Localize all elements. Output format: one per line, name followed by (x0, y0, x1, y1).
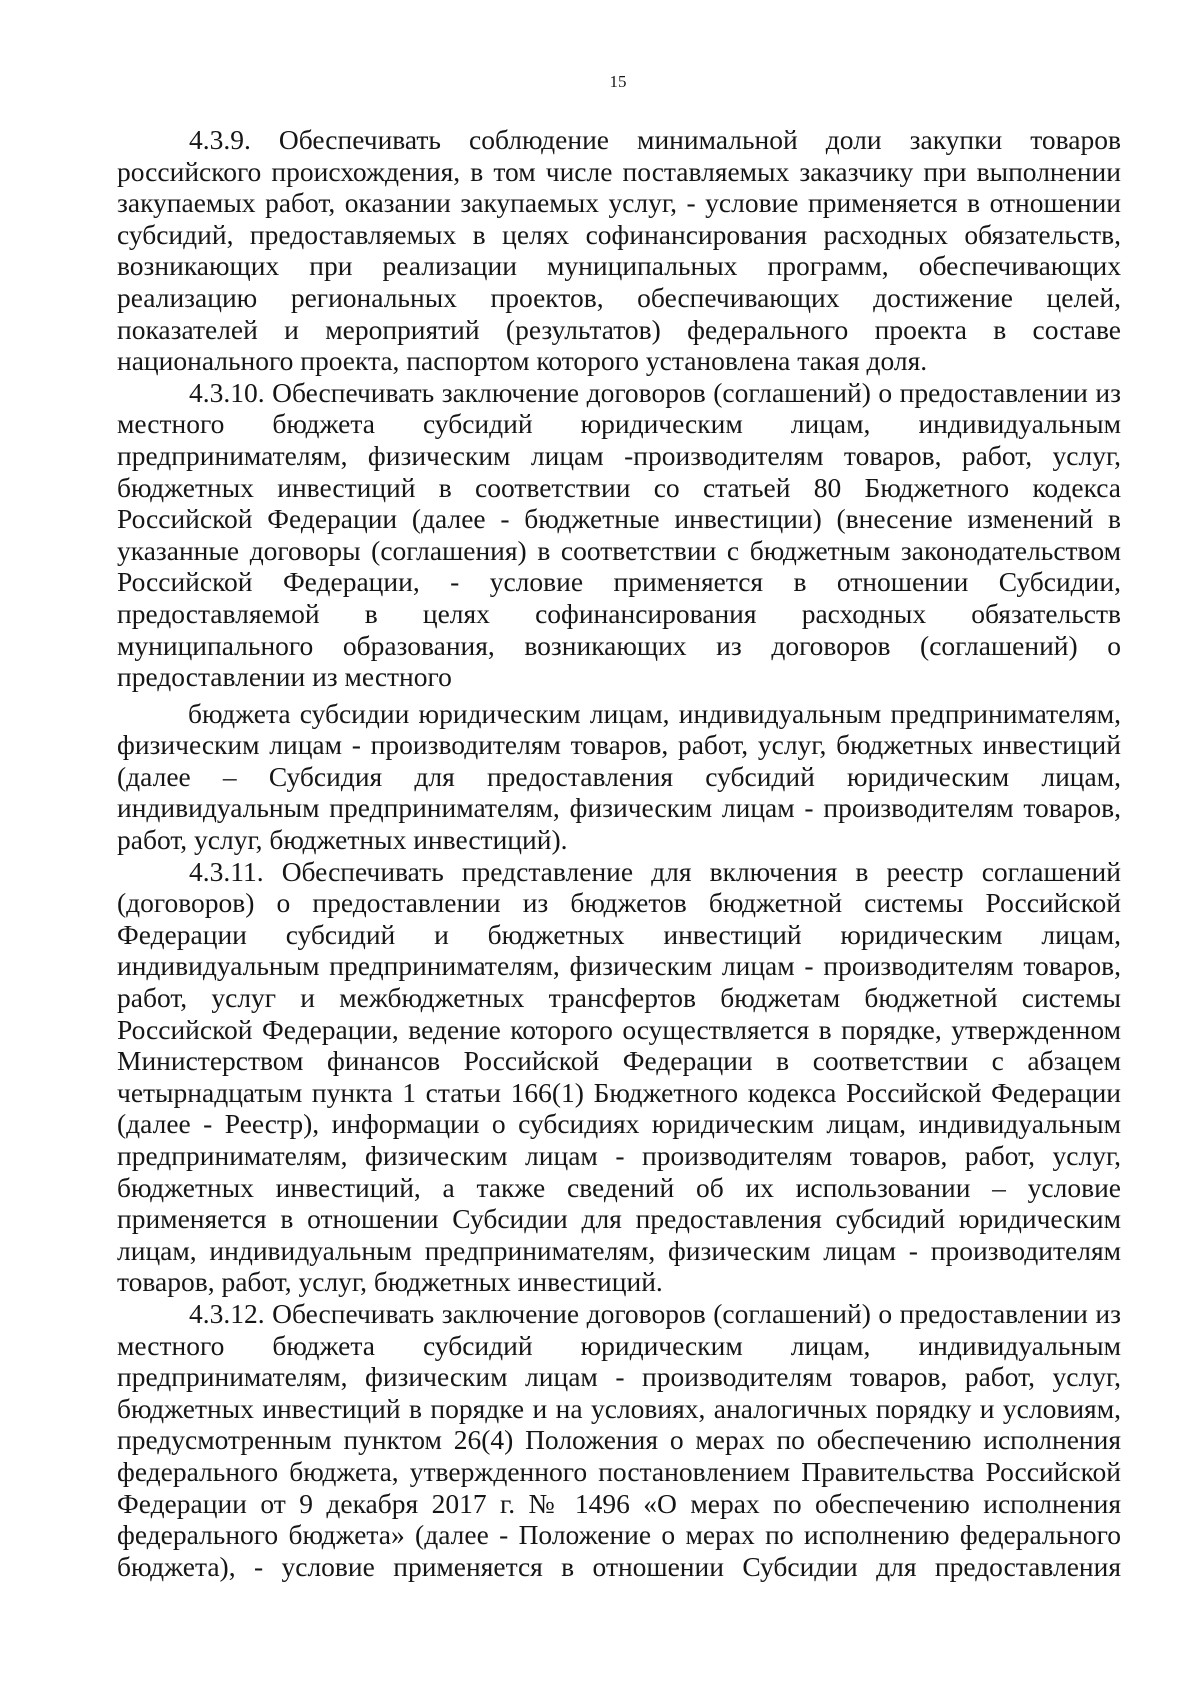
text-line: 4.3.12. Обеспечивать заключение договоров (соглашений) о предоставлении из (189, 1297, 1121, 1329)
text-line: субсидий, предоставляемых в целях софинансирования расходных обязательств, (117, 218, 1121, 250)
paragraph-4-3-10-continuation (117, 698, 1121, 856)
paragraph-4-3-12 (117, 1298, 1121, 1582)
text-line: 4.3.10. Обеспечивать заключение договоров (соглашений) о предоставлении из (189, 376, 1121, 408)
text-line: (договоров) о предоставлении из бюджетов бюджетной системы Российской (117, 887, 1121, 919)
text-line: предоставляемой в целях софинансирования расходных обязательств (117, 597, 1121, 629)
text-line: муниципального образования, возникающих из договоров (соглашений) о (117, 629, 1121, 661)
paragraph-4-3-10 (117, 377, 1121, 693)
text-line: Федерации от 9 декабря 2017 г. № 1496 «О мерах по обеспечению исполнения (117, 1487, 1121, 1519)
text-line: федерального бюджета» (далее - Положение о мерах по исполнению федерального (117, 1519, 1121, 1551)
text-line: (далее - Реестр), информации о субсидиях юридическим лицам, индивидуальным (117, 1108, 1121, 1140)
text-line: бюджета), - условие применяется в отношении Субсидии для предоставления (117, 1550, 1121, 1582)
text-line: 4.3.11. Обеспечивать представление для включения в реестр соглашений (189, 855, 1121, 887)
text-line: индивидуальным предпринимателям, физическим лицам - производителям товаров, (117, 950, 1121, 982)
text-line: товаров, работ, услуг, бюджетных инвестиций. (117, 1266, 663, 1298)
text-line: российского происхождения, в том числе поставляемых заказчику при выполнении (117, 155, 1121, 187)
text-line: бюджетных инвестиций в соответствии со статьей 80 Бюджетного кодекса (117, 471, 1121, 503)
text-line: предоставлении из местного (117, 661, 452, 693)
text-line: бюджетных инвестиций, а также сведений об их использовании – условие (117, 1171, 1121, 1203)
text-line: применяется в отношении Субсидии для предоставления субсидий юридическим (117, 1203, 1121, 1235)
text-line: реализацию региональных проектов, обеспечивающих достижение целей, (117, 281, 1121, 313)
paragraph-4-3-11 (117, 856, 1121, 1298)
document-body (117, 124, 1121, 1582)
text-line: Российской Федерации, ведение которого осуществляется в порядке, утвержденном (117, 1013, 1121, 1045)
text-line: работ, услуг, бюджетных инвестиций). (117, 824, 568, 856)
text-line: бюджета субсидии юридическим лицам, индивидуальным предпринимателям, (188, 697, 1121, 729)
text-line: предпринимателям, физическим лицам -производителям товаров, работ, услуг, (117, 439, 1121, 471)
paragraph-4-3-9 (117, 124, 1121, 377)
text-line: четырнадцатым пункта 1 статьи 166(1) Бюджетного кодекса Российской Федерации (117, 1076, 1121, 1108)
text-line: Федерации субсидий и бюджетных инвестиций юридическим лицам, (117, 918, 1121, 950)
text-line: показателей и мероприятий (результатов) федерального проекта в составе (117, 313, 1121, 345)
text-line: местного бюджета субсидий юридическим лицам, индивидуальным (117, 408, 1121, 440)
text-line: федерального бюджета, утвержденного постановлением Правительства Российской (117, 1455, 1121, 1487)
text-line: возникающих при реализации муниципальных программ, обеспечивающих (117, 250, 1121, 282)
text-line: Российской Федерации, - условие применяется в отношении Субсидии, (117, 566, 1121, 598)
text-line: местного бюджета субсидий юридическим лицам, индивидуальным (117, 1329, 1121, 1361)
text-line: предпринимателям, физическим лицам - производителям товаров, работ, услуг, (117, 1361, 1121, 1393)
text-line: Министерством финансов Российской Федерации в соответствии с абзацем (117, 1045, 1121, 1077)
text-line: предпринимателям, физическим лицам - производителям товаров, работ, услуг, (117, 1140, 1121, 1171)
text-line: Российской Федерации (далее - бюджетные инвестиции) (внесение изменений в (117, 503, 1121, 535)
text-line: физическим лицам - производителям товаров, работ, услуг, бюджетных инвестиций (117, 729, 1121, 761)
text-line: бюджетных инвестиций в порядке и на условиях, аналогичных порядку и условиям, (117, 1392, 1121, 1424)
text-line: предусмотренным пунктом 26(4) Положения о мерах по обеспечению исполнения (117, 1424, 1121, 1456)
text-line: 4.3.9. Обеспечивать соблюдение минимальной доли закупки товаров (189, 124, 1121, 155)
text-line: работ, услуг и межбюджетных трансфертов бюджетам бюджетной системы (117, 982, 1121, 1014)
text-line: закупаемых работ, оказании закупаемых услуг, - условие применяется в отношении (117, 187, 1121, 219)
page-number: 15 (609, 72, 627, 91)
text-line: национального проекта, паспортом которого установлена такая доля. (117, 345, 928, 377)
text-line: (далее – Субсидия для предоставления субсидий юридическим лицам, (117, 760, 1121, 792)
text-line: лицам, индивидуальным предпринимателям, физическим лицам - производителям (117, 1234, 1121, 1266)
text-line: указанные договоры (соглашения) в соответствии с бюджетным законодательством (117, 534, 1121, 566)
text-line: индивидуальным предпринимателям, физическим лицам - производителям товаров, (117, 792, 1121, 824)
